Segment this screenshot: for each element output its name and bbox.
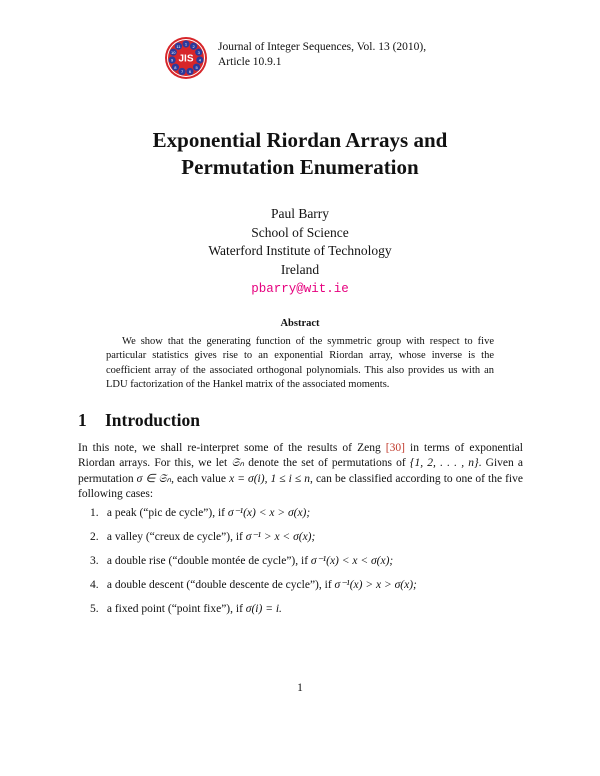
author-school: School of Science [251, 224, 349, 240]
title-line-1: Exponential Riordan Arrays and [152, 128, 448, 152]
author-email-link[interactable]: pbarry@wit.ie [251, 282, 349, 296]
logo-dot-number: 7 [180, 69, 184, 75]
logo-dot-number: 6 [188, 69, 192, 75]
intro-text-5: , each value [171, 472, 230, 485]
journal-citation [218, 40, 426, 70]
list-item [90, 602, 530, 626]
logo-dot-number: 10 [171, 49, 176, 55]
case-text: a double rise (“double montée de cycle”), if [106, 555, 311, 567]
journal-line-2: Article 10.9.1 [218, 56, 282, 68]
title-line-2: Permutation Enumeration [181, 155, 419, 179]
logo-dot-number: 9 [171, 57, 174, 63]
case-math: σ⁻¹(x) < x > σ(x); [227, 507, 311, 519]
case-text: a double descent (“double descente de cycle”), if [106, 579, 335, 591]
section-number: 1 [78, 410, 87, 430]
journal-logo [164, 36, 208, 80]
author-name: Paul Barry [270, 206, 330, 221]
logo-dot-number: 11 [176, 43, 181, 49]
journal-line-1: Journal of Integer Sequences, Vol. 13 (2010), [218, 41, 427, 53]
logo-dot-number: 3 [197, 49, 200, 55]
case-number: 4. [90, 579, 99, 591]
list-item [90, 554, 530, 578]
author-institute: Waterford Institute of Technology [208, 243, 392, 258]
intro-paragraph [78, 441, 523, 503]
case-math: σ⁻¹(x) > x > σ(x); [334, 579, 417, 591]
value-expression: x = σ(i), 1 ≤ i ≤ n [229, 472, 311, 485]
case-number: 3. [90, 555, 99, 567]
case-number: 5. [90, 603, 99, 615]
section-title: Introduction [105, 410, 200, 430]
intro-text-6: , can be classified according to one of the five following cases: [78, 472, 523, 501]
case-number: 2. [90, 531, 99, 543]
list-item [90, 578, 530, 602]
abstract-heading: Abstract [280, 318, 320, 329]
set-expression: {1, 2, . . . , n} [409, 457, 479, 470]
page-number: 1 [297, 682, 303, 694]
intro-text-1: In this note, we shall re-interpret some of the results of Zeng [78, 442, 386, 454]
citation-link[interactable]: [30] [385, 442, 405, 454]
paper-title [0, 127, 600, 181]
logo-text: JIS [178, 53, 194, 65]
case-math: σ(i) = i. [245, 603, 282, 615]
case-text: a valley (“creux de cycle”), if [106, 531, 246, 543]
logo-dot-number: 2 [192, 43, 195, 49]
list-item [90, 530, 530, 554]
list-item [90, 506, 530, 530]
author-country: Ireland [280, 261, 320, 277]
author-email-row [0, 279, 600, 299]
case-text: a peak (“pic de cycle”), if [106, 507, 228, 519]
intro-text-2: in terms of exponential Riordan arrays. For this, we let [78, 442, 523, 470]
case-math: σ⁻¹(x) < x < σ(x); [310, 555, 394, 567]
author-block [0, 205, 600, 299]
logo-dot-number: 8 [174, 64, 177, 70]
symmetric-group-symbol: 𝔖ₙ [231, 457, 245, 470]
logo-dot-number: 5 [195, 64, 198, 70]
intro-text-4: . Given a permutation [78, 457, 524, 485]
sigma-membership: σ ∈ 𝔖ₙ [136, 472, 172, 485]
abstract-text: We show that the generating function of the symmetric group with respect to five particular statistics gives rise to an exponential Riordan array, whose inverse is the coefficient array of the associated orthogonal polynomials. This also provides us with an LDU factorization of the Hankel matrix of the associated moments. [106, 336, 494, 390]
case-number: 1. [90, 507, 99, 519]
cases-list [90, 506, 530, 626]
journal-header [164, 36, 484, 84]
logo-dot-number: 1 [184, 41, 188, 47]
intro-text-3: denote the set of permutations of [244, 457, 410, 470]
logo-dot-number: 4 [198, 57, 201, 63]
case-text: a fixed point (“point fixe”), if [106, 603, 246, 615]
section-heading [78, 410, 200, 431]
case-math: σ⁻¹ > x < σ(x); [245, 531, 316, 543]
